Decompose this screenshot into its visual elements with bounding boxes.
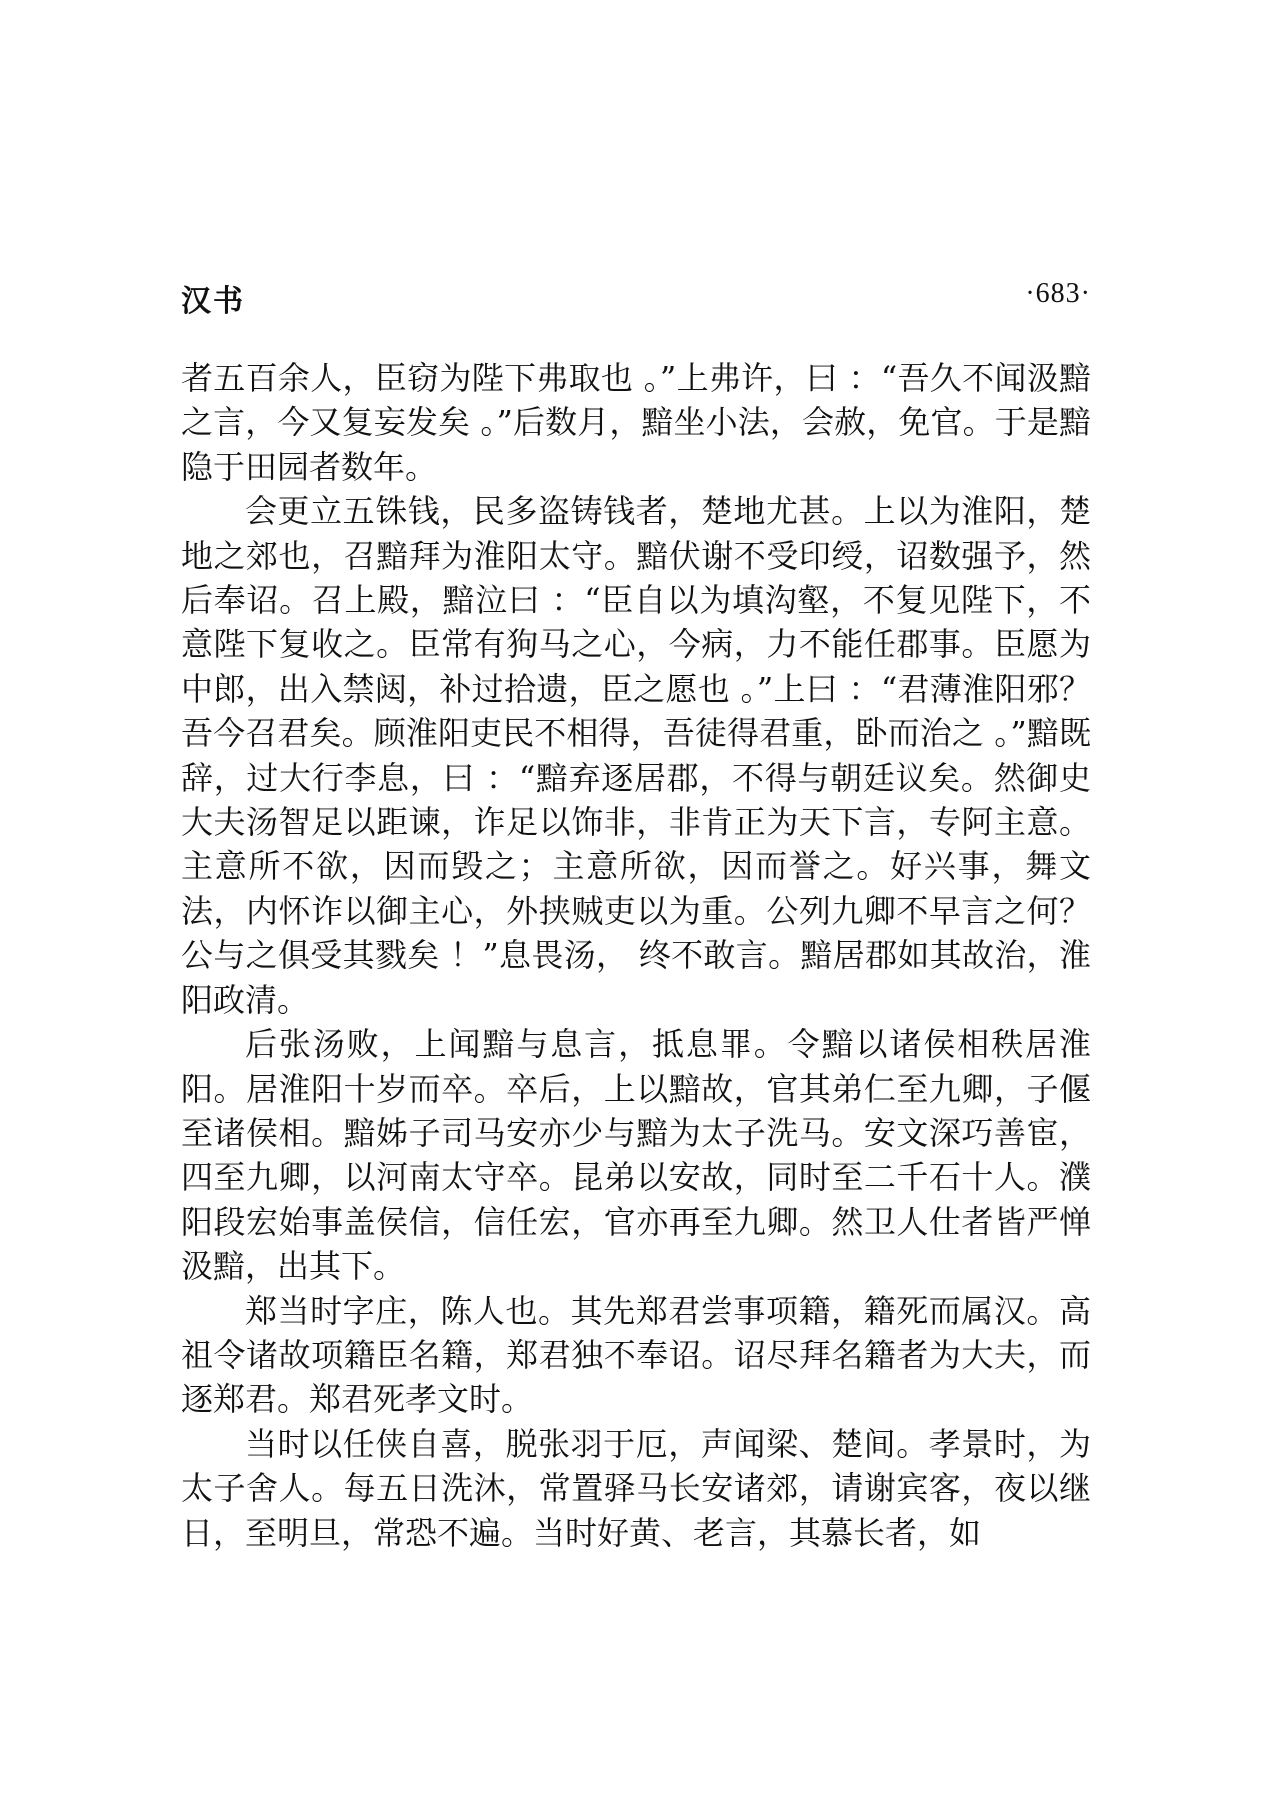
paragraph: 郑当时字庄，陈人也。其先郑君尝事项籍，籍死而属汉。高祖令诸故项籍臣名籍，郑君独不奉诏。诏尽拜名籍者为大夫，而逐郑君。郑君死孝文时。 (181, 1291, 1091, 1419)
page-number: ·683· (1025, 278, 1091, 309)
body-text (181, 356, 1091, 1555)
paragraph: 后张汤败，上闻黯与息言，抵息罪。令黯以诸侯相秩居淮阳。居淮阳十岁而卒。卒后，上以黯故，官其弟仁至九卿，子偃至诸侯相。黯姊子司马安亦少与黯为太子洗马。安文深巧善宦，四至九卿，以河南太守卒。昆弟以安故，同时至二千石十人。濮阳段宏始事盖侯信，信任宏，官亦再至九卿。然卫人仕者皆严惮汲黯，出其下。 (181, 1025, 1091, 1286)
page-header (181, 276, 1091, 319)
paragraph-continued: 者五百余人，臣窃为陛下弗取也 。”上弗许，曰 ：“吾久不闻汲黯之言，今又复妄发矣 。”后数月，黯坐小法，会赦，免官。于是黯隐于田园者数年。 (181, 359, 1091, 486)
book-title: 汉书 (181, 284, 245, 319)
paragraph: 会更立五铢钱，民多盗铸钱者，楚地尤甚。上以为淮阳，楚地之郊也，召黯拜为淮阳太守。黯伏谢不受印绶，诏数强予，然后奉诏。召上殿，黯泣曰 ：“臣自以为填沟壑，不复见陛下，不意陛下复收之。臣常有狗马之心，今病，力不能任郡事。臣愿为中郎，出入禁闼，补过拾遗，臣之愿也 。”上曰 ：“君薄淮阳邪？吾今召君矣。顾淮阳吏民不相得，吾徒得君重，卧而治之 。”黯既辞，过大行李息，曰 ：“黯弃逐居郡，不得与朝廷议矣。然御史大夫汤智足以距谏，诈足以饰非，非肯正为天下言，专阿主意。主意所不欲，因而毁之；主意所欲，因而誉之。好兴事，舞文法，内怀诈以御主心，外挟贼吏以为重。公列九卿不早言之何？ 公与之俱受其戮矣 ！”息畏汤， 终不敢言。黯居郡如其故治，淮阳政清。 (181, 492, 1091, 1019)
paragraph: 当时以任侠自喜，脱张羽于厄，声闻梁、楚间。孝景时，为太子舍人。每五日洗沐，常置驿马长安诸郊，请谢宾客，夜以继日，至明旦，常恐不遍。当时好黄、老言，其慕长者，如 (181, 1424, 1091, 1552)
